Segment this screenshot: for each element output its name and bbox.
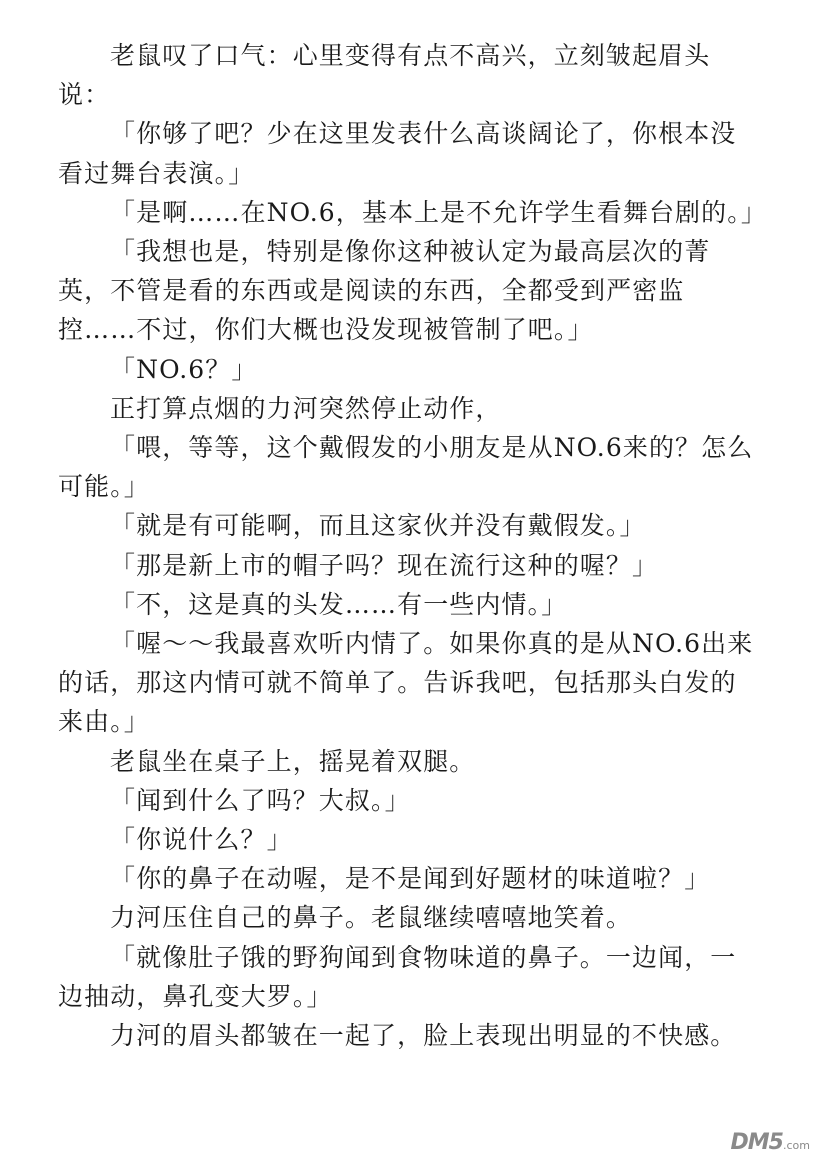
paragraph: 「那是新上市的帽子吗？现在流行这种的喔？」 xyxy=(110,550,659,580)
paragraph: 力河压住自己的鼻子。老鼠继续嘻嘻地笑着。 xyxy=(110,903,633,933)
paragraph: 老鼠叹了口气：心里变得有点不高兴，立刻皱起眉头说： xyxy=(58,41,711,110)
paragraph: 力河的眉头都皱在一起了，脸上表现出明显的不快感。 xyxy=(110,1021,737,1051)
paragraph: 「你说什么？」 xyxy=(110,825,293,855)
paragraph: 「喂，等等，这个戴假发的小朋友是从NO.6来的？怎么可能。」 xyxy=(58,433,754,502)
paragraph: 老鼠坐在桌子上，摇晃着双腿。 xyxy=(110,746,476,776)
watermark-suffix-text: .com xyxy=(783,1139,810,1152)
site-watermark-logo xyxy=(731,1130,810,1155)
paragraph: 「你够了吧？少在这里发表什么高谈阔论了，你根本没看过舞台表演。」 xyxy=(58,119,737,188)
paragraph: 「就像肚子饿的野狗闻到食物味道的鼻子。一边闻，一边抽动，鼻孔变大罗。」 xyxy=(58,942,737,1011)
paragraph: 「是啊……在NO.6，基本上是不允许学生看舞台剧的。」 xyxy=(110,197,767,227)
novel-text-body xyxy=(58,36,767,1055)
paragraph: 「我想也是，特别是像你这种被认定为最高层次的菁英，不管是看的东西或是阅读的东西，全都受到严密监控……不过，你们大概也没发现被管制了吧。」 xyxy=(58,237,711,345)
paragraph: 「喔～～我最喜欢听内情了。如果你真的是从NO.6出来的话，那这内情可就不简单了。告诉我吧，包括那头白发的来由。」 xyxy=(58,629,754,737)
paragraph: 正打算点烟的力河突然停止动作， xyxy=(110,393,502,423)
paragraph: 「闻到什么了吗？大叔。」 xyxy=(110,785,411,815)
paragraph: 「不，这是真的头发……有一些内情。」 xyxy=(110,589,568,619)
watermark-main-text: DM5 xyxy=(730,1130,783,1155)
paragraph: 「NO.6？」 xyxy=(110,354,258,384)
paragraph: 「你的鼻子在动喔，是不是闻到好题材的味道啦？」 xyxy=(110,864,711,894)
paragraph: 「就是有可能啊，而且这家伙并没有戴假发。」 xyxy=(110,511,646,541)
